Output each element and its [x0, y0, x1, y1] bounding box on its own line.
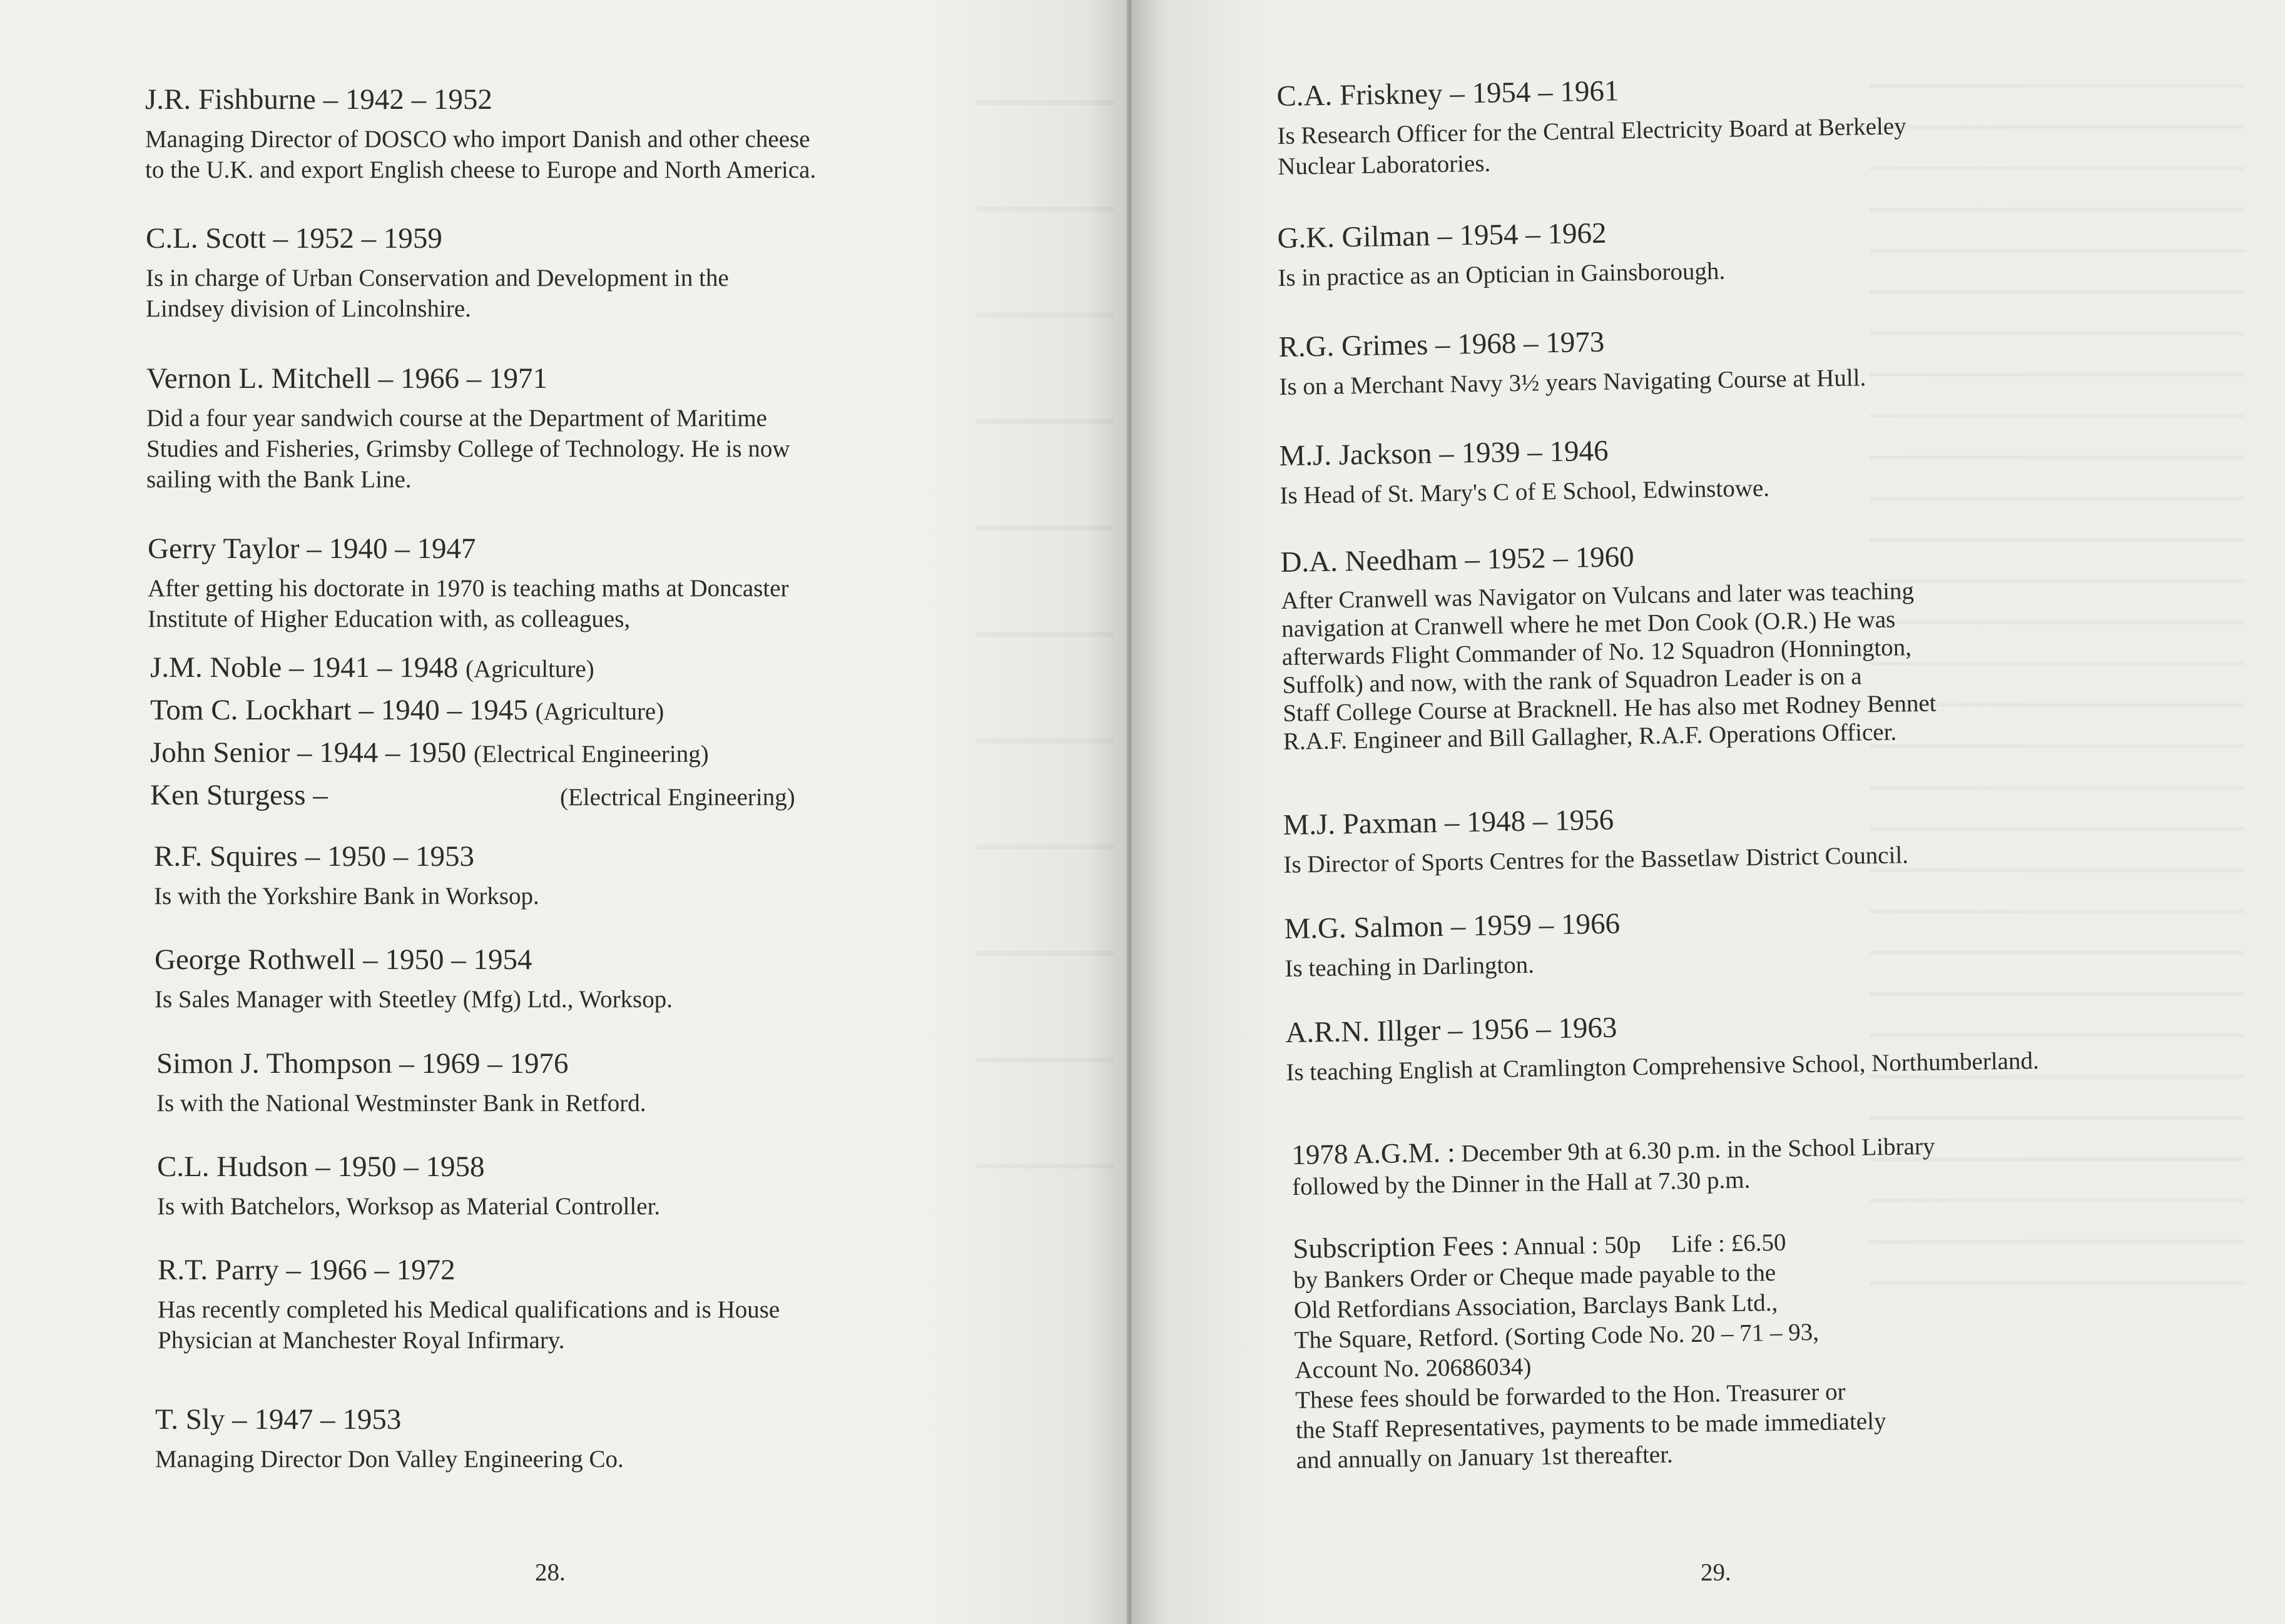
- entry-description: Is Director of Sports Centres for the Bassetlaw District Council.: [1283, 841, 1909, 878]
- entry-hudson: [157, 1149, 1096, 1222]
- colleague-noble: J.M. Noble – 1941 – 1948 (Agriculture): [150, 651, 594, 684]
- colleague-field: (Electrical Engineering): [560, 784, 795, 811]
- entry-name: G.K. Gilman – 1954 – 1962: [1277, 216, 1607, 255]
- entry-description: Managing Director of DOSCO who import Danish and other cheese to the U.K. and export English cheese to Europe and North America.: [145, 126, 817, 183]
- entry-taylor: [148, 530, 1086, 634]
- right-page: [1131, 0, 2285, 1624]
- entry-name: Simon J. Thompson – 1969 – 1976: [156, 1047, 569, 1080]
- entry-name: A.R.N. Illger – 1956 – 1963: [1285, 1011, 1617, 1049]
- entry-description: Is in practice as an Optician in Gainsborough.: [1278, 257, 1726, 292]
- entry-name: C.L. Scott – 1952 – 1959: [146, 222, 442, 255]
- colleague-sturgess: Ken Sturgess – (Electrical Engineering): [150, 777, 776, 813]
- entry-thompson: [156, 1045, 1095, 1119]
- entry-description: Is with the Yorkshire Bank in Worksop.: [154, 883, 539, 910]
- entry-description: After getting his doctorate in 1970 is teaching maths at Doncaster Institute of Higher Education with, as colleagues,: [148, 575, 789, 632]
- entry-squires: [154, 838, 1092, 911]
- entry-illger: [1285, 999, 2262, 1087]
- entry-name: M.J. Paxman – 1948 – 1956: [1283, 803, 1614, 841]
- entry-description: Is with Batchelors, Worksop as Material Controller.: [157, 1193, 661, 1220]
- entry-salmon: [1284, 896, 2224, 984]
- agm-notice: 1978 A.G.M. : December 9th at 6.30 p.m. in the School Library followed by the Dinner in the Hall at 7.30 p.m.: [1291, 1132, 1935, 1200]
- entry-name: M.J. Jackson – 1939 – 1946: [1279, 434, 1609, 472]
- entry-description: Has recently completed his Medical qualifications and is House Physician at Manchester Royal Infirmary.: [158, 1296, 780, 1354]
- colleague-field: (Agriculture): [535, 698, 664, 725]
- entry-description: Is Sales Manager with Steetley (Mfg) Ltd., Worksop.: [155, 986, 673, 1013]
- entry-description: Is in charge of Urban Conservation and Development in the Lindsey division of Lincolnshire.: [146, 265, 729, 322]
- entry-name: T. Sly – 1947 – 1953: [155, 1403, 402, 1436]
- entry-fishburne: [145, 81, 1084, 185]
- page-number: 28.: [535, 1559, 566, 1586]
- entry-description: Is Head of St. Mary's C of E School, Edwinstowe.: [1280, 474, 1770, 509]
- subscription-life: Life : £6.50: [1671, 1229, 1786, 1258]
- entry-description: Did a four year sandwich course at the Department of Maritime Studies and Fisheries, Grimsby College of Technology. He is now sailing with the Bank Line.: [146, 405, 790, 493]
- entry-sly: [155, 1401, 1094, 1474]
- entry-rothwell: [155, 941, 1093, 1015]
- entry-name: R.F. Squires – 1950 – 1953: [154, 840, 474, 873]
- entry-description: Is Research Officer for the Central Electricity Board at Berkeley Nuclear Laboratories.: [1277, 113, 1906, 180]
- agm-detail: December 9th at 6.30 p.m. in the School Library: [1461, 1132, 1935, 1167]
- entry-description: Is teaching in Darlington.: [1285, 951, 1535, 982]
- colleague-field: (Agriculture): [465, 656, 594, 683]
- entry-name: Vernon L. Mitchell – 1966 – 1971: [146, 362, 547, 395]
- entry-description: After Cranwell was Navigator on Vulcans and later was teaching navigation at Cranwell where he met Don Cook (O.R.) He was afterwards Flight Commander of No. 12 Squadron (Honnington, Suffolk) and now, with the rank of Squadron Leader is on a Staff College Course at Bracknell. He has also met Rodney Bennet R.A.F. Engineer and Bill Gallagher, R.A.F. Operations Officer.: [1281, 577, 1936, 755]
- colleague-lockhart: Tom C. Lockhart – 1940 – 1945 (Agriculture): [150, 694, 664, 726]
- subscription-notice: Subscription Fees : Annual : 50p Life : £6.50 by Bankers Order or Cheque made payable to the Old Retfordians Association, Barclays Bank Ltd., The Square, Retford. (Sorting Code No. 20 – 71 – 93, Account No. 20686034) These fees should be forwarded to the Hon. Treasurer or the Staff Representatives, payments to be made immediately and annually on January 1st thereafter.: [1292, 1229, 1886, 1474]
- entry-name: C.A. Friskney – 1954 – 1961: [1276, 74, 1619, 113]
- entry-needham: [1280, 529, 2222, 756]
- entry-mitchell: [146, 360, 1085, 495]
- entry-name: J.R. Fishburne – 1942 – 1952: [145, 83, 492, 116]
- entry-name: D.A. Needham – 1952 – 1960: [1280, 540, 1635, 579]
- entry-parry: [158, 1252, 1096, 1356]
- entry-name: M.G. Salmon – 1959 – 1966: [1284, 907, 1621, 945]
- entry-description: Managing Director Don Valley Engineering Co.: [155, 1446, 624, 1473]
- entry-friskney: [1276, 63, 2216, 182]
- entry-scott: [146, 220, 1084, 324]
- entry-name: R.G. Grimes – 1968 – 1973: [1278, 325, 1605, 363]
- entry-name: Gerry Taylor – 1940 – 1947: [148, 532, 476, 565]
- subscription-annual: Annual : 50p: [1513, 1231, 1641, 1261]
- entry-grimes: [1278, 314, 2218, 402]
- entry-description: Is teaching English at Cramlington Comprehensive School, Northumberland.: [1286, 1047, 2040, 1086]
- entry-name: C.L. Hudson – 1950 – 1958: [157, 1150, 485, 1183]
- subscription-label: Subscription Fees :: [1292, 1229, 1509, 1264]
- entry-description: Is on a Merchant Navy 3½ years Navigating Course at Hull.: [1279, 364, 1866, 400]
- agm-label: 1978 A.G.M. :: [1291, 1136, 1456, 1170]
- entry-description: Is with the National Westminster Bank in Retford.: [156, 1090, 646, 1117]
- colleague-senior: John Senior – 1944 – 1950 (Electrical Engineering): [150, 736, 709, 769]
- entry-jackson: [1279, 423, 2219, 511]
- entry-name: George Rothwell – 1950 – 1954: [155, 943, 532, 976]
- page-number: 29.: [1701, 1559, 1731, 1586]
- left-page: [0, 0, 1131, 1624]
- colleague-field: (Electrical Engineering): [474, 741, 709, 768]
- entry-gilman: [1277, 205, 2217, 293]
- entry-name: R.T. Parry – 1966 – 1972: [158, 1254, 455, 1286]
- entry-paxman: [1283, 792, 2222, 880]
